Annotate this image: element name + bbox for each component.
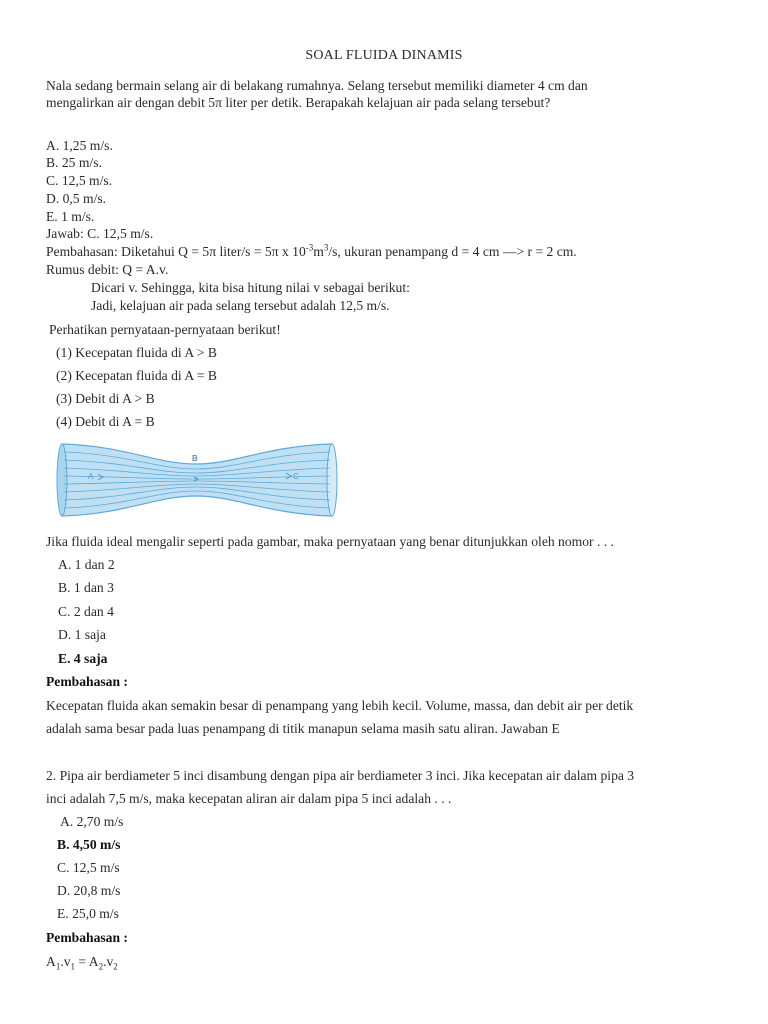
question-3-line: 2. Pipa air berdiameter 5 inci disambung dengan pipa air berdiameter 3 inci. Jika kecepatan air dalam pipa 3 xyxy=(46,768,635,783)
option-c: C. 12,5 m/s xyxy=(57,860,120,875)
pembahasan-text: Kecepatan fluida akan semakin besar di penampang yang lebih kecil. Volume, massa, dan debit air per detik xyxy=(46,698,634,713)
explanation-part: Pembahasan: Diketahui Q = 5π liter/s = 5π x 10 xyxy=(46,244,306,259)
statement-item: (1) Kecepatan fluida di A > B xyxy=(56,345,217,360)
option-d: D. 20,8 m/s xyxy=(57,883,121,898)
formula-part: = A xyxy=(75,954,99,969)
option-e: E. 25,0 m/s xyxy=(57,906,119,921)
pembahasan-text: adalah sama besar pada luas penampang di titik manapun selama masih satu aliran. Jawaban E xyxy=(46,721,560,736)
option-a: A. 1 dan 2 xyxy=(58,557,115,572)
option-a: A. 2,70 m/s xyxy=(60,814,124,829)
formula-part: A xyxy=(46,954,56,969)
formula-line: Rumus debit: Q = A.v. xyxy=(46,262,169,277)
question-line: Nala sedang bermain selang air di belakang rumahnya. Selang tersebut memiliki diameter 4 cm dan xyxy=(46,78,588,93)
figure-question: Jika fluida ideal mengalir seperti pada gambar, maka pernyataan yang benar ditunjukkan oleh nomor . . . xyxy=(46,534,614,549)
statement-item: (3) Debit di A > B xyxy=(56,391,155,406)
option-d: D. 1 saja xyxy=(58,627,106,642)
statement-item: (4) Debit di A = B xyxy=(56,414,155,429)
continuity-formula xyxy=(46,954,118,970)
question-line: mengalirkan air dengan debit 5π liter per detik. Berapakah kelajuan air pada selang tersebut? xyxy=(46,95,551,110)
option-b: B. 25 m/s. xyxy=(46,155,102,170)
option-c: C. 2 dan 4 xyxy=(58,604,114,619)
question-3-line: inci adalah 7,5 m/s, maka kecepatan aliran air dalam pipa 5 inci adalah . . . xyxy=(46,791,452,806)
subscript: 1 xyxy=(55,961,61,972)
formula-part: .v xyxy=(103,954,114,969)
option-e: E. 1 m/s. xyxy=(46,209,95,224)
label-b: B xyxy=(192,454,198,463)
pembahasan-label: Pembahasan : xyxy=(46,930,128,945)
exponent: -3 xyxy=(305,242,314,253)
pipe-right-end xyxy=(327,444,337,516)
option-a: A. 1,25 m/s. xyxy=(46,138,113,153)
statement-item: (2) Kecepatan fluida di A = B xyxy=(56,368,217,383)
pembahasan-label: Pembahasan : xyxy=(46,674,128,689)
option-b-correct: B. 4,50 m/s xyxy=(57,837,121,852)
option-b: B. 1 dan 3 xyxy=(58,580,114,595)
label-a: A xyxy=(88,472,94,481)
label-c: C xyxy=(293,472,299,481)
option-e-correct: E. 4 saja xyxy=(58,651,108,666)
page-title: SOAL FLUIDA DINAMIS xyxy=(305,48,463,63)
step-line: Jadi, kelajuan air pada selang tersebut adalah 12,5 m/s. xyxy=(91,298,390,313)
exponent: 3 xyxy=(323,242,329,253)
explanation-part: /s, ukuran penampang d = 4 cm —> r = 2 cm. xyxy=(328,244,577,259)
answer-line: Jawab: C. 12,5 m/s. xyxy=(46,226,154,241)
subscript: 1 xyxy=(70,961,76,972)
formula-part: .v xyxy=(60,954,71,969)
explanation-part: m xyxy=(313,244,324,259)
pipe-left-end xyxy=(57,444,67,516)
step-line: Dicari v. Sehingga, kita bisa hitung nilai v sebagai berikut: xyxy=(91,280,410,295)
option-d: D. 0,5 m/s. xyxy=(46,191,107,206)
subscript: 2 xyxy=(113,961,118,972)
subscript: 2 xyxy=(98,961,104,972)
venturi-pipe-figure xyxy=(46,432,346,528)
statements-intro: Perhatikan pernyataan-pernyataan berikut! xyxy=(49,322,281,337)
explanation-line xyxy=(46,244,577,260)
option-c: C. 12,5 m/s. xyxy=(46,173,113,188)
